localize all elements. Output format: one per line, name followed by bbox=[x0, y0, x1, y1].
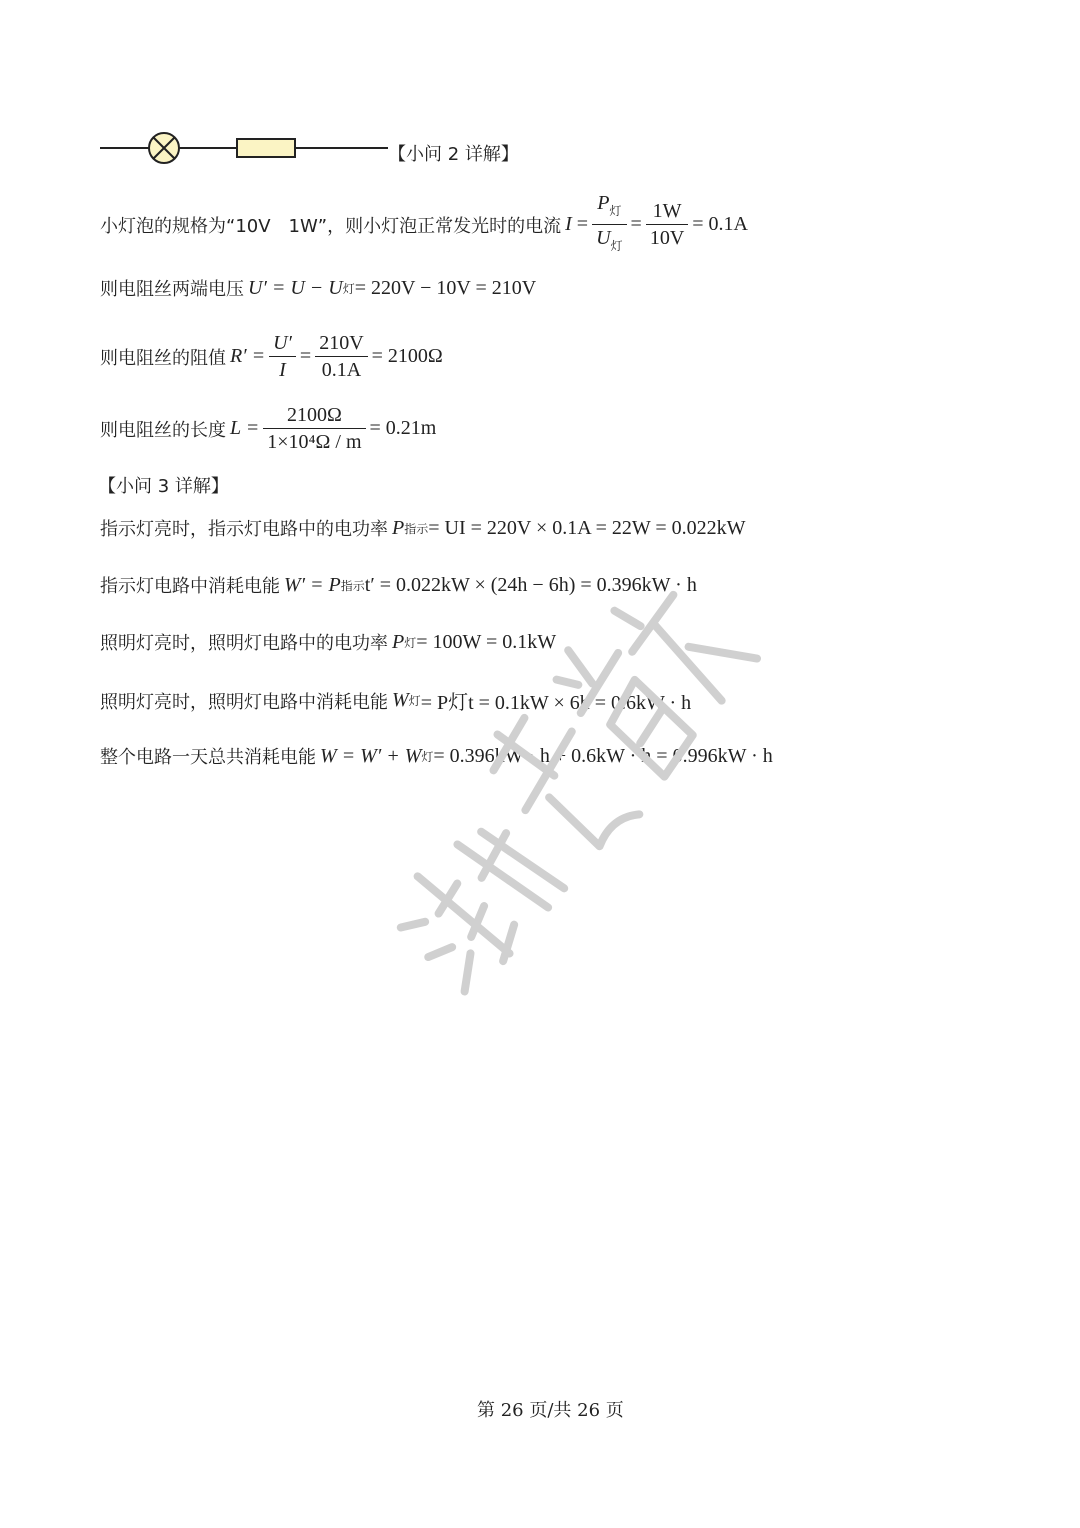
circuit-diagram bbox=[100, 128, 390, 168]
formula-var: R′ = bbox=[230, 345, 266, 367]
line-text: 则电阻丝的长度 bbox=[100, 419, 226, 441]
formula-var: P bbox=[392, 630, 405, 653]
formula-result: = UI = 220V × 0.1A = 22W = 0.022kW bbox=[428, 516, 746, 539]
line-text: 照明灯亮时，照明灯电路中的电功率 bbox=[100, 633, 388, 654]
solution-line-current: 小灯泡的规格为“10V 1W”，则小灯泡正常发光时的电流 I = $\frac{P_灯}{U_灯}$ = $\frac{1W}{10V}$ = 0.1A bbox=[100, 192, 748, 257]
solution-line-indicator-power bbox=[100, 515, 746, 541]
line-text: 小灯泡的规格为“10V 1W”，则小灯泡正常发光时的电流 bbox=[100, 215, 562, 237]
solution-line-length bbox=[100, 404, 436, 453]
line-text: 整个电路一天总共消耗电能 bbox=[100, 747, 316, 768]
formula-fraction: $\frac{2100\Omega}{\text{1×10⁴Ω / m}}$ bbox=[263, 404, 365, 453]
line-text: 指示灯亮时，指示灯电路中的电功率 bbox=[100, 519, 388, 540]
formula-result: = 2100Ω bbox=[371, 345, 443, 367]
formula-part: U′ = U − U bbox=[248, 276, 343, 299]
line-text: 则电阻丝两端电压 bbox=[100, 279, 244, 300]
section2-heading: 【小问 2 详解】 bbox=[388, 144, 519, 165]
formula-result: = 0.21m bbox=[369, 417, 437, 439]
line-text: 照明灯亮时，照明灯电路中消耗电能 bbox=[100, 691, 388, 713]
formula-var: P bbox=[392, 516, 405, 539]
formula-var: W = W′ + W bbox=[320, 744, 422, 767]
formula-var: L = bbox=[230, 417, 260, 439]
formula-result: = 0.396kW · h + 0.6kW · h = 0.996kW · h bbox=[433, 744, 773, 767]
formula-result: = 100W = 0.1kW bbox=[416, 630, 557, 653]
formula-result: = 0.1A bbox=[692, 213, 749, 235]
formula-var: W bbox=[392, 689, 409, 711]
solution-line-voltage bbox=[100, 275, 536, 301]
formula-result: t′ = 0.022kW × (24h − 6h) = 0.396kW · h bbox=[364, 573, 697, 596]
line-text: 则电阻丝的阻值 bbox=[100, 347, 226, 369]
line-text: 指示灯电路中消耗电能 bbox=[100, 576, 280, 597]
formula-var: W′ = P bbox=[284, 573, 341, 596]
section3-heading: 【小问 3 详解】 bbox=[98, 476, 229, 497]
lamp-symbol bbox=[149, 133, 179, 163]
formula-subscript: 灯 bbox=[408, 694, 421, 708]
formula-result: = 220V − 10V = 210V bbox=[354, 276, 537, 299]
formula-result: = P灯t = 0.1kW × 6h = 0.6kW · h bbox=[420, 692, 692, 714]
formula-subscript: 指示 bbox=[404, 521, 429, 536]
formula-var: I bbox=[565, 213, 572, 235]
formula-subscript: 灯 bbox=[421, 749, 434, 764]
formula-fraction: $\frac{U'}{I}$ bbox=[269, 332, 296, 381]
formula-fraction: $\frac{210V}{0.1A}$ bbox=[315, 332, 367, 381]
page-number: 第 26 页/共 26 页 bbox=[477, 1400, 624, 1421]
watermark bbox=[300, 560, 820, 1040]
formula-fraction: $\frac{1W}{10V}$ bbox=[646, 200, 688, 249]
resistor-symbol bbox=[237, 139, 295, 157]
solution-line-resistance: 则电阻丝的阻值 R′ = $\frac{U'}{I}$ = $\frac{210V}{0.1A}$ = 2100Ω bbox=[100, 332, 443, 381]
formula-subscript: 灯 bbox=[404, 635, 417, 650]
formula-subscript: 灯 bbox=[342, 281, 355, 296]
formula-fraction: $\frac{P_灯}{U_灯}$ bbox=[592, 192, 626, 257]
formula-subscript: 指示 bbox=[340, 578, 365, 593]
